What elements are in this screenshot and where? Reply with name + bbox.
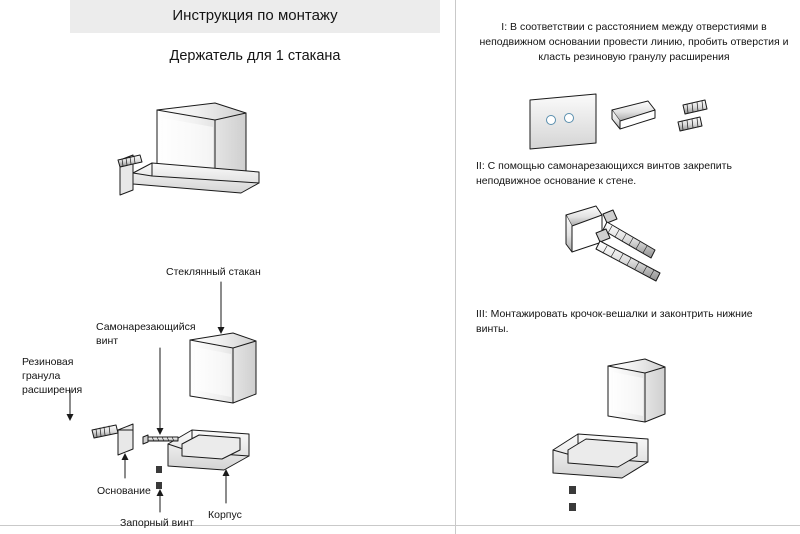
lock-screw-step3-2 [569, 503, 576, 511]
label-base: Основание [97, 485, 151, 497]
step-1-text: I: В соответствии с расстоянием между отверстиями в неподвижном основании провести линию, пробить отверстия и класть резиновую гранулу расширения [479, 21, 789, 63]
lock-screw-1 [156, 466, 162, 473]
page-title: Инструкция по монтажу [172, 7, 338, 24]
long-screw-2 [596, 229, 660, 281]
label-glass: Стеклянный стакан [166, 266, 261, 278]
assembled-product-top [118, 103, 259, 195]
label-lock-screw: Запорный винт [120, 517, 194, 529]
long-screw-1 [603, 210, 655, 258]
screw-top-left [118, 155, 142, 167]
rubber-granule-exploded [92, 425, 118, 438]
lock-screw-step3-1 [569, 486, 576, 494]
self-tapping-screw-exploded [143, 435, 178, 444]
callout-leaders [67, 282, 230, 512]
step-2-parts [566, 206, 660, 281]
step-1-parts [530, 94, 707, 149]
step-2-text: II: С помощью самонарезающихся винтов закрепить неподвижное основание к стене. [476, 160, 732, 187]
vertical-divider [455, 0, 456, 534]
rubber-granule-step1-b [678, 117, 702, 131]
label-rubber-granule: Резиновая гранула расширения [22, 356, 83, 396]
label-body: Корпус [208, 509, 242, 521]
step-3-text: III: Монтажировать крочок-вешалки и законтрить нижние винты. [476, 308, 753, 335]
label-self-tapping-screw: Самонарезающийся винт [96, 321, 196, 347]
product-subtitle: Держатель для 1 стакана [169, 48, 341, 64]
exploded-view [92, 333, 256, 489]
rubber-granule-step1-a [683, 100, 707, 114]
step-3-parts [553, 359, 665, 511]
